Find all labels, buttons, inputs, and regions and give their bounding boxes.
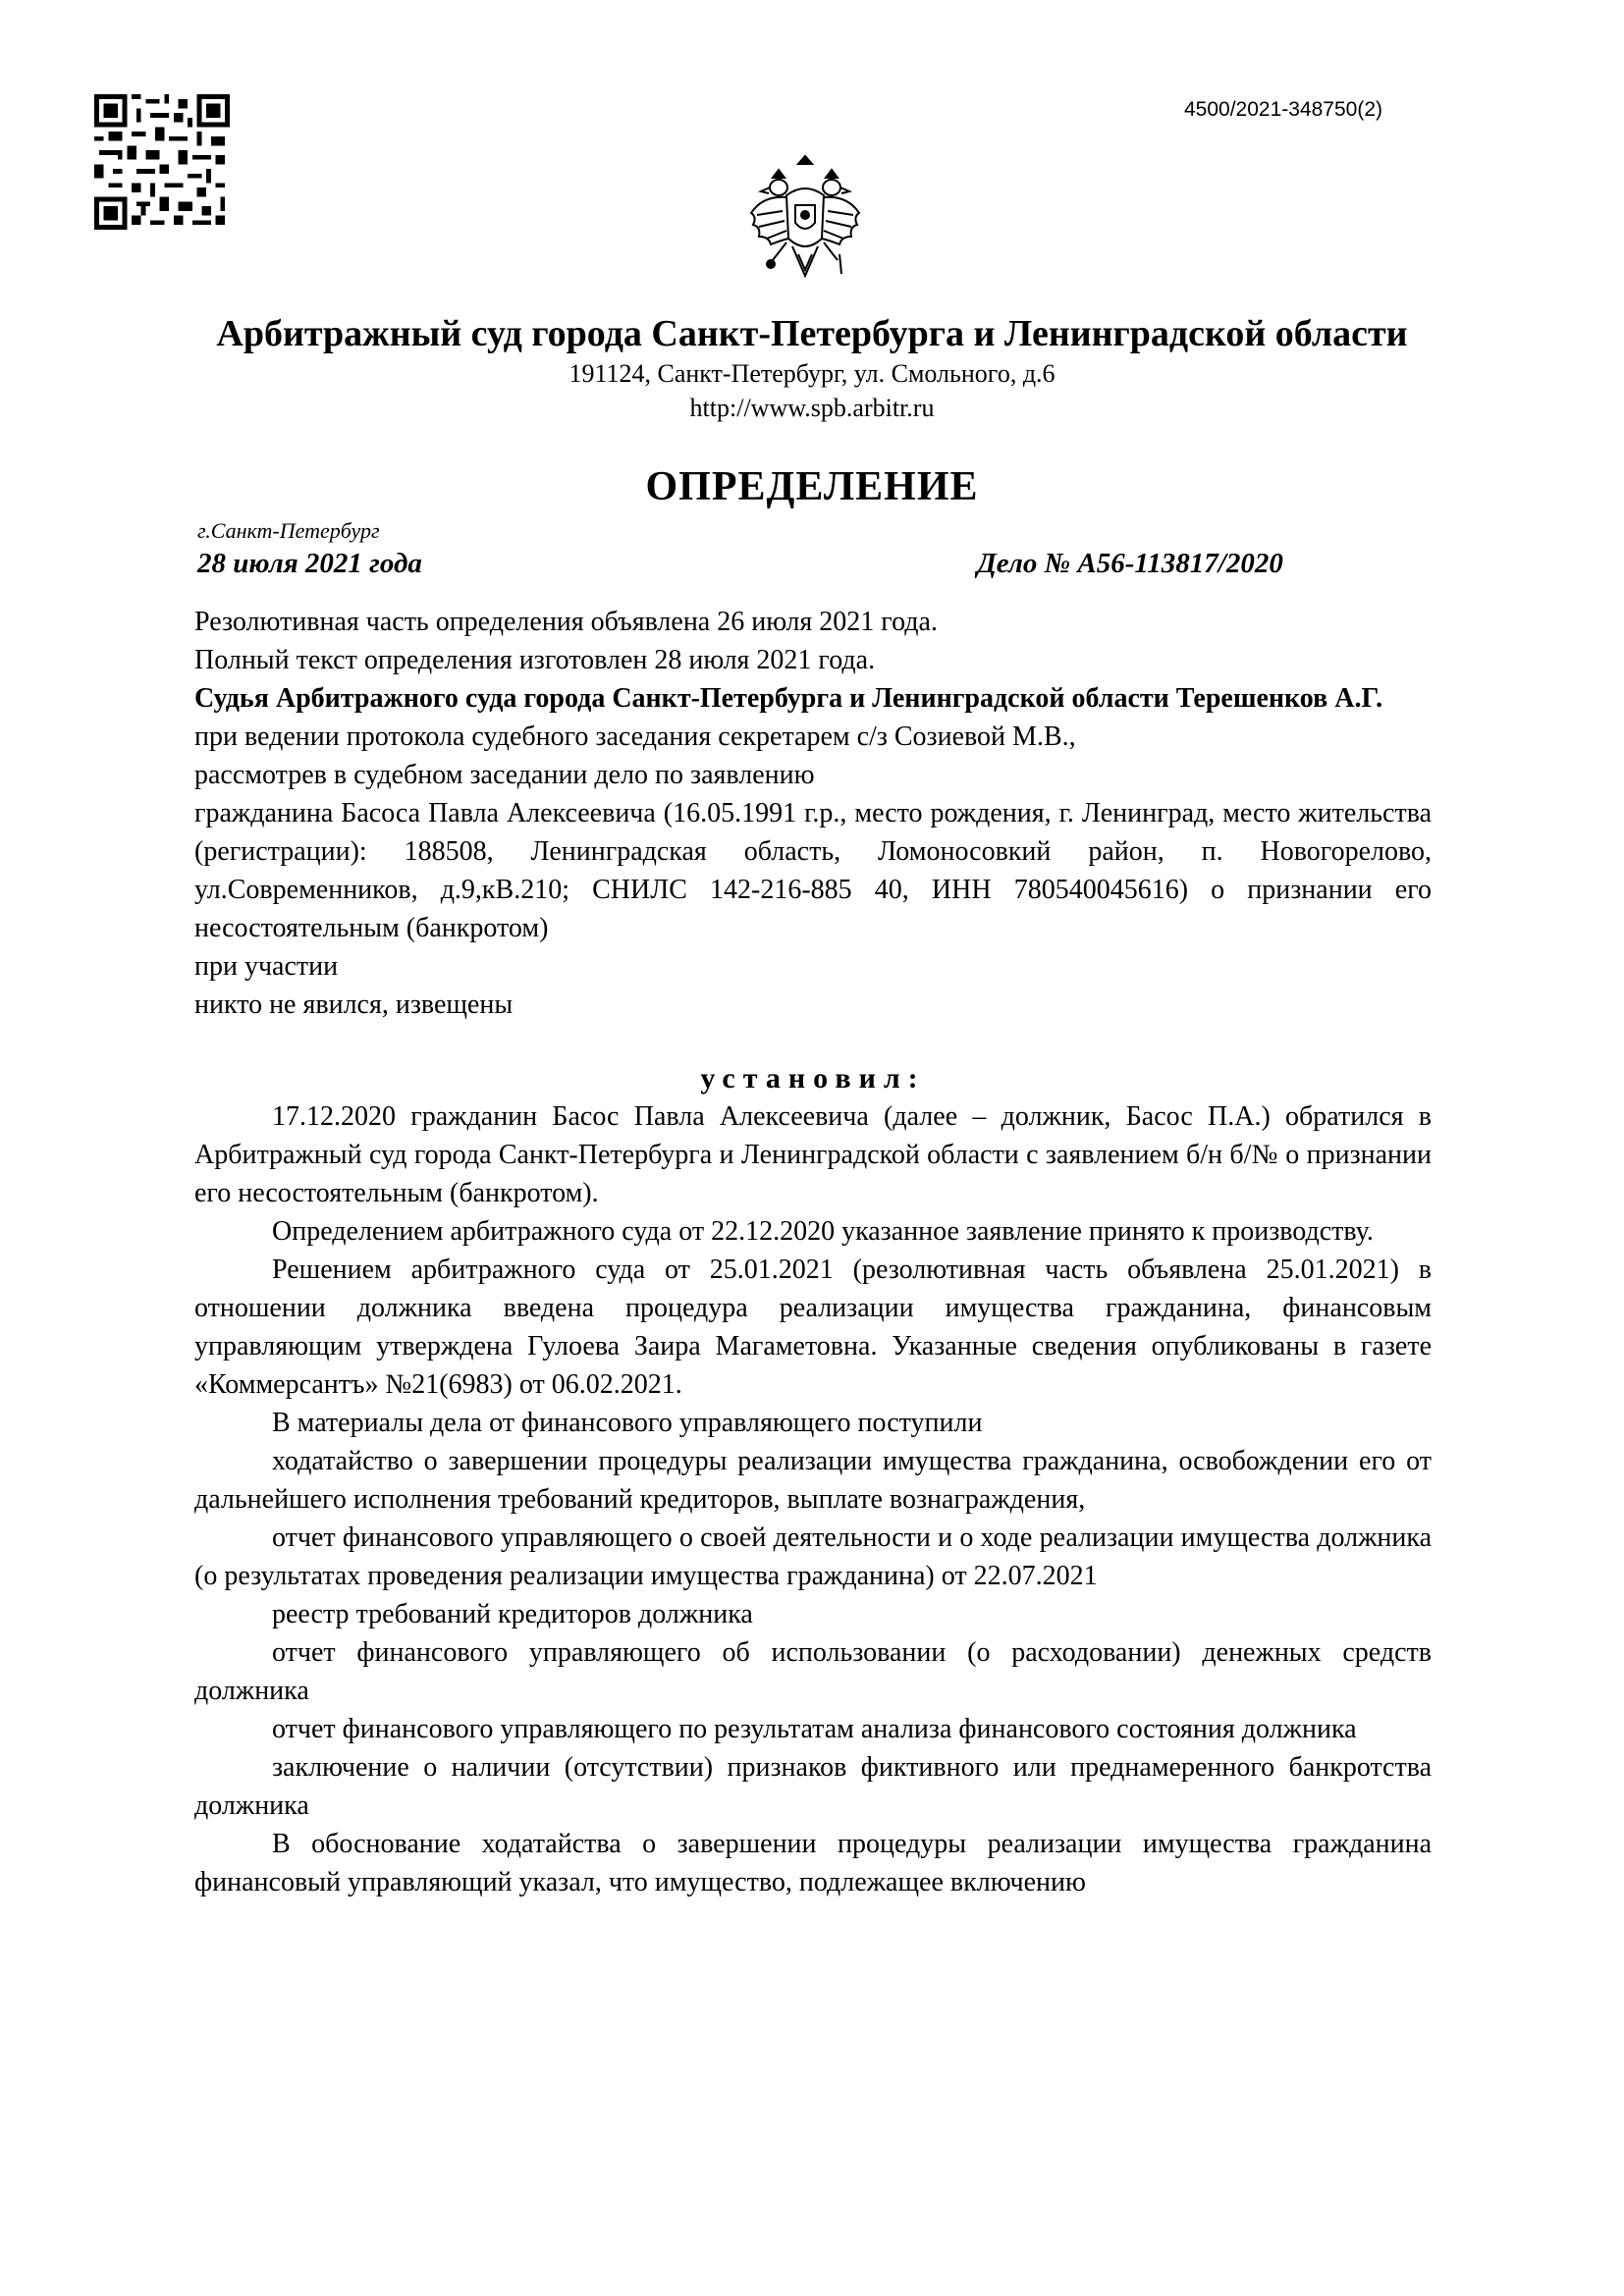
paragraph: отчет финансового управляющего по результатам анализа финансового состояния должника bbox=[272, 1714, 1357, 1744]
paragraph: отчет финансового управляющего об использовании (о расходовании) денежных средств должника bbox=[194, 1637, 1432, 1706]
document-date: 28 июля 2021 года bbox=[197, 548, 422, 579]
document-type: ОПРЕДЕЛЕНИЕ bbox=[645, 464, 979, 509]
absent: никто не явился, извещены bbox=[194, 989, 514, 1020]
case-number: Дело № А56-113817/2020 bbox=[977, 548, 1283, 579]
court-website: http://www.spb.arbitr.ru bbox=[689, 394, 935, 422]
paragraph: заключение о наличии (отсутствии) признаков фиктивного или преднамеренного банкротства должника bbox=[194, 1752, 1432, 1821]
paragraph: отчет финансового управляющего о своей деятельности и о ходе реализации имущества должника (о результатах проведения реализации имущества гражданина) от 22.07.2021 bbox=[194, 1522, 1432, 1591]
applicant: гражданина Басоса Павла Алексеевича (16.05.1991 г.р., место рождения, г. Ленинград, место жительства (регистрации): 188508, Ленинградская область, Ломоносовкий район, п. Новогорелово, ул.Современников, д.9,кВ.210; СНИЛС 142-216-885 40, ИНН 780540045616) о признании его несостоятельным (банкротом) bbox=[194, 798, 1432, 943]
secretary: при ведении протокола судебного заседания секретарем с/з Созиевой М.В., bbox=[194, 721, 1076, 752]
paragraph: Определением арбитражного суда от 22.12.2020 указанное заявление принято к производству. bbox=[272, 1216, 1374, 1247]
paragraph: реестр требований кредиторов должника bbox=[272, 1599, 753, 1629]
city: г.Санкт-Петербург bbox=[197, 518, 380, 543]
paragraph: В материалы дела от финансового управляющего поступили bbox=[272, 1408, 983, 1438]
paragraph: ходатайство о завершении процедуры реализации имущества гражданина, освобождении его от дальнейшего исполнения требований кредиторов, выплате вознаграждения, bbox=[194, 1446, 1432, 1515]
full-text-prepared: Полный текст определения изготовлен 28 июля 2021 года. bbox=[194, 645, 876, 675]
document-body bbox=[194, 603, 1432, 1901]
judge: Судья Арбитражного суда города Санкт-Петербурга и Ленинградской области Терешенков А.Г. bbox=[194, 683, 1383, 714]
qr-code bbox=[94, 94, 230, 230]
document-number: 4500/2021-348750(2) bbox=[1183, 98, 1382, 121]
paragraph: В обоснование ходатайства о завершении процедуры реализации имущества гражданина финансовый управляющий указал, что имущество, подлежащее включению bbox=[194, 1829, 1432, 1897]
paragraph: Решением арбитражного суда от 25.01.2021 (резолютивная часть объявлена 25.01.2021) в отношении должника введена процедура реализации имущества гражданина, финансовым управляющим утверждена Гулоева Заира Магаметовна. Указанные сведения опубликованы в газете «Коммерсантъ» №21(6983) от 06.02.2021. bbox=[194, 1255, 1432, 1400]
court-address: 191124, Санкт-Петербург, ул. Смольного, д.6 bbox=[568, 359, 1056, 388]
coat-of-arms-icon bbox=[743, 152, 867, 290]
paragraph: 17.12.2020 гражданин Басос Павла Алексеевича (далее – должник, Басос П.А.) обратился в Арбитражный суд города Санкт-Петербурга и Ленинградской области с заявлением б/н б/№ о признании его несостоятельным (банкротом). bbox=[194, 1101, 1432, 1208]
court-name: Арбитражный суд города Санкт-Петербурга и Ленинградской области bbox=[216, 313, 1408, 354]
considered: рассмотрев в судебном заседании дело по заявлению bbox=[194, 760, 815, 790]
section-heading: установил: bbox=[700, 1062, 926, 1095]
participation: при участии bbox=[194, 951, 339, 982]
resolution-announced: Резолютивная часть определения объявлена 26 июля 2021 года. bbox=[194, 607, 938, 637]
